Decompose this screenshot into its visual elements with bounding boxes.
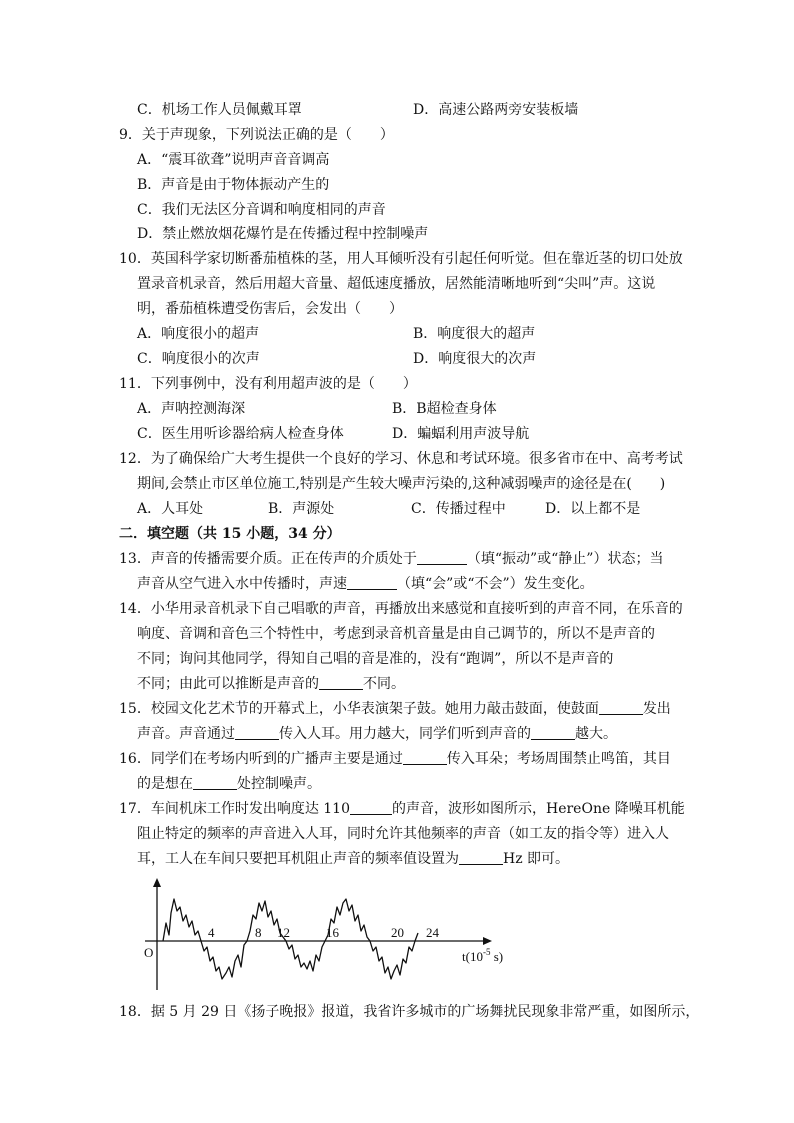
- q12-option-b: B．声源处: [268, 501, 335, 517]
- q16-text-1a: 16．同学们在考场内听到的广播声主要是通过: [119, 751, 403, 767]
- q13-blank-1[interactable]: [417, 550, 467, 565]
- q10-line3: 明，番茄植株遭受伤害后，会发出（ ）: [137, 301, 403, 317]
- q15-text-2a: 声音。声音通过: [137, 726, 235, 742]
- q15-text-1a: 15．校园文化艺术节的开幕式上，小华表演架子鼓。她用力敲击鼓面，使鼓面: [119, 701, 599, 717]
- q14-line2: 响度、音调和音色三个特性中，考虑到录音机音量是由自己调节的，所以不是声音的: [137, 626, 655, 642]
- tick-16: 16: [326, 925, 339, 940]
- tick-8: 8: [255, 925, 262, 940]
- q12-line2: 期间,会禁止市区单位施工,特别是产生较大噪声污染的,这种减弱噪声的途径是在( ): [137, 476, 666, 492]
- tick-20: 20: [391, 925, 404, 940]
- q13-line2: [137, 574, 594, 594]
- q10-option-d: D．响度很大的次声: [413, 351, 537, 367]
- q11-option-c: C．医生用听诊器给病人检查身体: [137, 426, 344, 442]
- sound-waveform: [163, 899, 418, 979]
- q11-option-b: B．B超检查身体: [392, 401, 497, 417]
- q15-blank-3[interactable]: [531, 725, 575, 740]
- time-axis-arrow: [483, 937, 492, 945]
- q17-blank-1[interactable]: [350, 800, 392, 815]
- q9-option-b: B．声音是由于物体振动产生的: [137, 177, 330, 193]
- q13-text-2b: （填“会”或“不会”）发生变化。: [397, 576, 594, 592]
- q9-option-c: C．我们无法区分音调和响度相同的声音: [137, 202, 386, 218]
- q13-line1: [119, 549, 663, 569]
- tick-12: 12: [277, 925, 290, 940]
- q9-stem-text: 9．关于声现象，下列说法正确的是（ ）: [119, 127, 394, 143]
- tick-24: 24: [426, 925, 439, 940]
- q8-option-d: D．高速公路两旁安装板墙: [413, 102, 579, 118]
- q17-line2: 阻止特定的频率的声音进入人耳，同时允许其他频率的声音（如工友的指令等）进入人: [137, 826, 669, 842]
- q10-option-c: C．响度很小的次声: [137, 351, 260, 367]
- q13-blank-2[interactable]: [347, 575, 397, 590]
- q14-text-4a: 不同；由此可以推断是声音的: [137, 676, 319, 692]
- q18-line1: 18．据 5 月 29 日《扬子晚报》报道，我省许多城市的广场舞扰民现象非常严重，如图所示，: [119, 1004, 700, 1020]
- q10-option-b: B．响度很大的超声: [413, 326, 536, 342]
- q16-blank-1[interactable]: [403, 750, 447, 765]
- q15-line1: [119, 699, 671, 719]
- q10-line2: 置录音机录音，然后用超大音量、超低速度播放，居然能清晰地听到“尖叫”声。这说: [137, 276, 656, 292]
- origin-label: O: [144, 945, 154, 960]
- q15-text-1b: 发出: [642, 701, 671, 717]
- q17-text-3a: 耳，工人在车间只要把耳机阻止声音的频率值设置为: [137, 851, 459, 867]
- q15-blank-1[interactable]: [599, 700, 643, 715]
- q12-option-a: A．人耳处: [137, 501, 204, 517]
- q15-text-2b: 传入人耳。用力越大，同学们听到声音的: [279, 726, 531, 742]
- q8-option-c: C．机场工作人员佩戴耳罩: [137, 102, 302, 118]
- q16-text-2a: 的是想在: [137, 776, 193, 792]
- q17-line1: [119, 799, 685, 819]
- q15-blank-2[interactable]: [235, 725, 279, 740]
- q17-text-3b: Hz 即可。: [503, 851, 570, 867]
- q10-line1: 10．英国科学家切断番茄植株的茎，用人耳倾听没有引起任何听觉。但在靠近茎的切口处放: [119, 251, 683, 267]
- q15-text-2c: 越大。: [575, 726, 617, 742]
- amplitude-axis-arrow: [153, 878, 161, 887]
- tick-4: 4: [208, 925, 215, 940]
- q16-text-1b: 传入耳朵；考场周围禁止鸣笛，其目: [446, 751, 671, 767]
- q16-blank-2[interactable]: [193, 775, 237, 790]
- q15-line2: [137, 724, 617, 744]
- q17-text-1b: 的声音，波形如图所示，HereOne 降噪耳机能: [392, 801, 685, 817]
- q11-stem: 11．下列事例中，没有利用超声波的是（ ）: [119, 376, 417, 392]
- q14-line1: 14．小华用录音机录下自己唱歌的声音，再播放出来感觉和直接听到的声音不同，在乐音的: [119, 601, 683, 617]
- q13-text-1b: （填“振动”或“静止”）状态；当: [466, 551, 664, 567]
- q9-option-d: D．禁止燃放烟花爆竹是在传播过程中控制噪声: [137, 226, 429, 242]
- q13-text-2a: 声音从空气进入水中传播时，声速: [137, 576, 347, 592]
- q17-text-1a: 17．车间机床工作时发出响度达 110: [119, 801, 350, 817]
- q16-text-2b: 处控制噪声。: [237, 776, 321, 792]
- q17-line3: [137, 849, 569, 869]
- q14-line4: [137, 674, 405, 694]
- q9-option-a: A．“震耳欲聋”说明声音音调高: [137, 152, 330, 168]
- q12-option-c: C．传播过程中: [411, 501, 506, 517]
- q14-blank[interactable]: [319, 675, 363, 690]
- q12-line1: 12．为了确保给广大考生提供一个良好的学习、休息和考试环境。很多省市在中、高考考试: [119, 451, 683, 467]
- q12-option-d: D．以上都不是: [545, 501, 641, 517]
- q10-option-a: A．响度很小的超声: [137, 326, 260, 342]
- q16-line2: [137, 774, 321, 794]
- waveform-figure: [140, 875, 520, 990]
- q13-text-1a: 13．声音的传播需要介质。正在传声的介质处于: [119, 551, 417, 567]
- q17-blank-2[interactable]: [459, 850, 503, 865]
- section-title: 二．填空题（共 15 小题，34 分）: [119, 526, 341, 542]
- q14-text-4b: 不同。: [363, 676, 405, 692]
- time-axis-label: $t(10^{-5}$ s): [462, 947, 504, 964]
- q16-line1: [119, 749, 671, 769]
- q11-option-a: A．声呐控测海深: [137, 401, 246, 417]
- q14-line3: 不同；询问其他同学，得知自己唱的音是准的，没有“跑调”，所以不是声音的: [137, 651, 614, 667]
- q11-option-d: D．蝙蝠利用声波导航: [392, 426, 530, 442]
